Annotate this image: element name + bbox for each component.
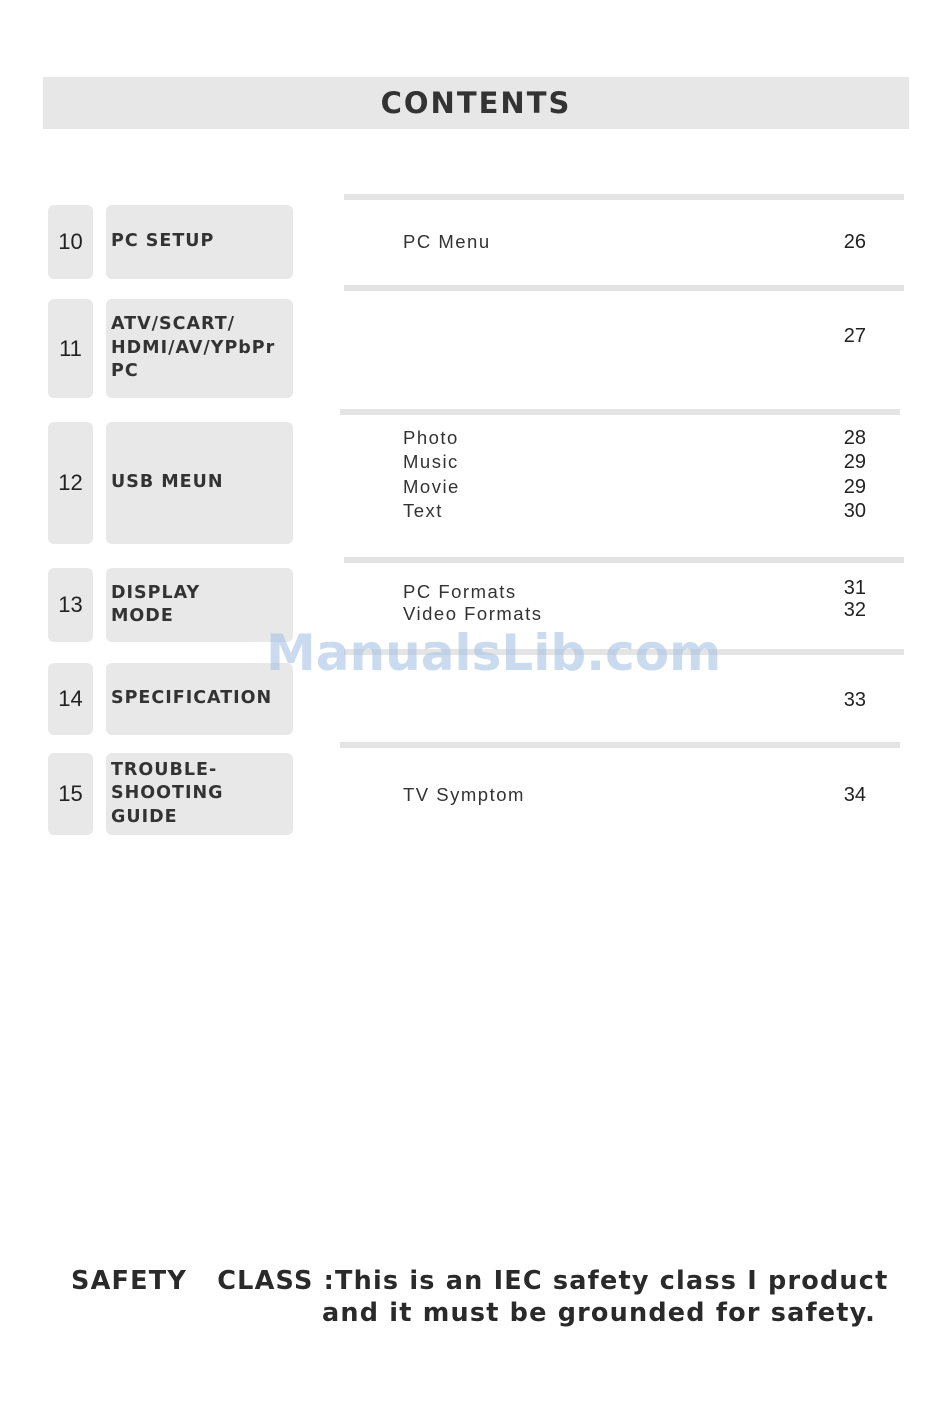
- page-number: 29: [843, 451, 866, 473]
- toc-entry[interactable]: Music: [403, 451, 459, 472]
- page-number: 34: [843, 784, 866, 806]
- section-number: 15: [48, 753, 93, 835]
- toc-entry[interactable]: PC Menu: [403, 231, 491, 252]
- page-number: 28: [843, 427, 866, 449]
- section-label[interactable]: PC SETUP: [106, 205, 293, 279]
- section-label[interactable]: TROUBLE- SHOOTING GUIDE: [106, 753, 293, 835]
- page-number: 30: [843, 500, 866, 522]
- section-label[interactable]: ATV/SCART/ HDMI/AV/YPbPr PC: [106, 299, 293, 398]
- section-label[interactable]: SPECIFICATION: [106, 663, 293, 735]
- section-number: 11: [48, 299, 93, 398]
- separator-rule: [344, 557, 904, 563]
- section-label[interactable]: USB MEUN: [106, 422, 293, 544]
- section-number: 12: [48, 422, 93, 544]
- separator-rule: [344, 194, 904, 200]
- toc-entry[interactable]: Movie: [403, 476, 460, 497]
- contents-title-bar: [43, 77, 909, 129]
- toc-entry[interactable]: TV Symptom: [403, 784, 525, 805]
- separator-rule: [344, 285, 904, 291]
- page-number: 26: [843, 231, 866, 253]
- page-title: CONTENTS: [380, 86, 572, 120]
- toc-entry[interactable]: PC Formats: [403, 581, 517, 602]
- page-number: 31: [843, 577, 866, 599]
- section-number: 14: [48, 663, 93, 735]
- watermark: ManualsLib.com: [266, 624, 722, 682]
- section-number: 10: [48, 205, 93, 279]
- separator-rule: [340, 409, 900, 415]
- safety-notice-line-2: and it must be grounded for safety.: [322, 1298, 877, 1328]
- separator-rule: [340, 742, 900, 748]
- toc-entry[interactable]: Text: [403, 500, 443, 521]
- safety-notice-line-1: SAFETY CLASS :This is an IEC safety class I product: [71, 1266, 889, 1296]
- page-number: 29: [843, 476, 866, 498]
- toc-entry[interactable]: Photo: [403, 427, 459, 448]
- section-label[interactable]: DISPLAY MODE: [106, 568, 293, 642]
- section-number: 13: [48, 568, 93, 642]
- page-number: 33: [843, 689, 866, 711]
- page-number: 27: [843, 325, 866, 347]
- page-number: 32: [843, 599, 866, 621]
- toc-entry[interactable]: Video Formats: [403, 603, 543, 624]
